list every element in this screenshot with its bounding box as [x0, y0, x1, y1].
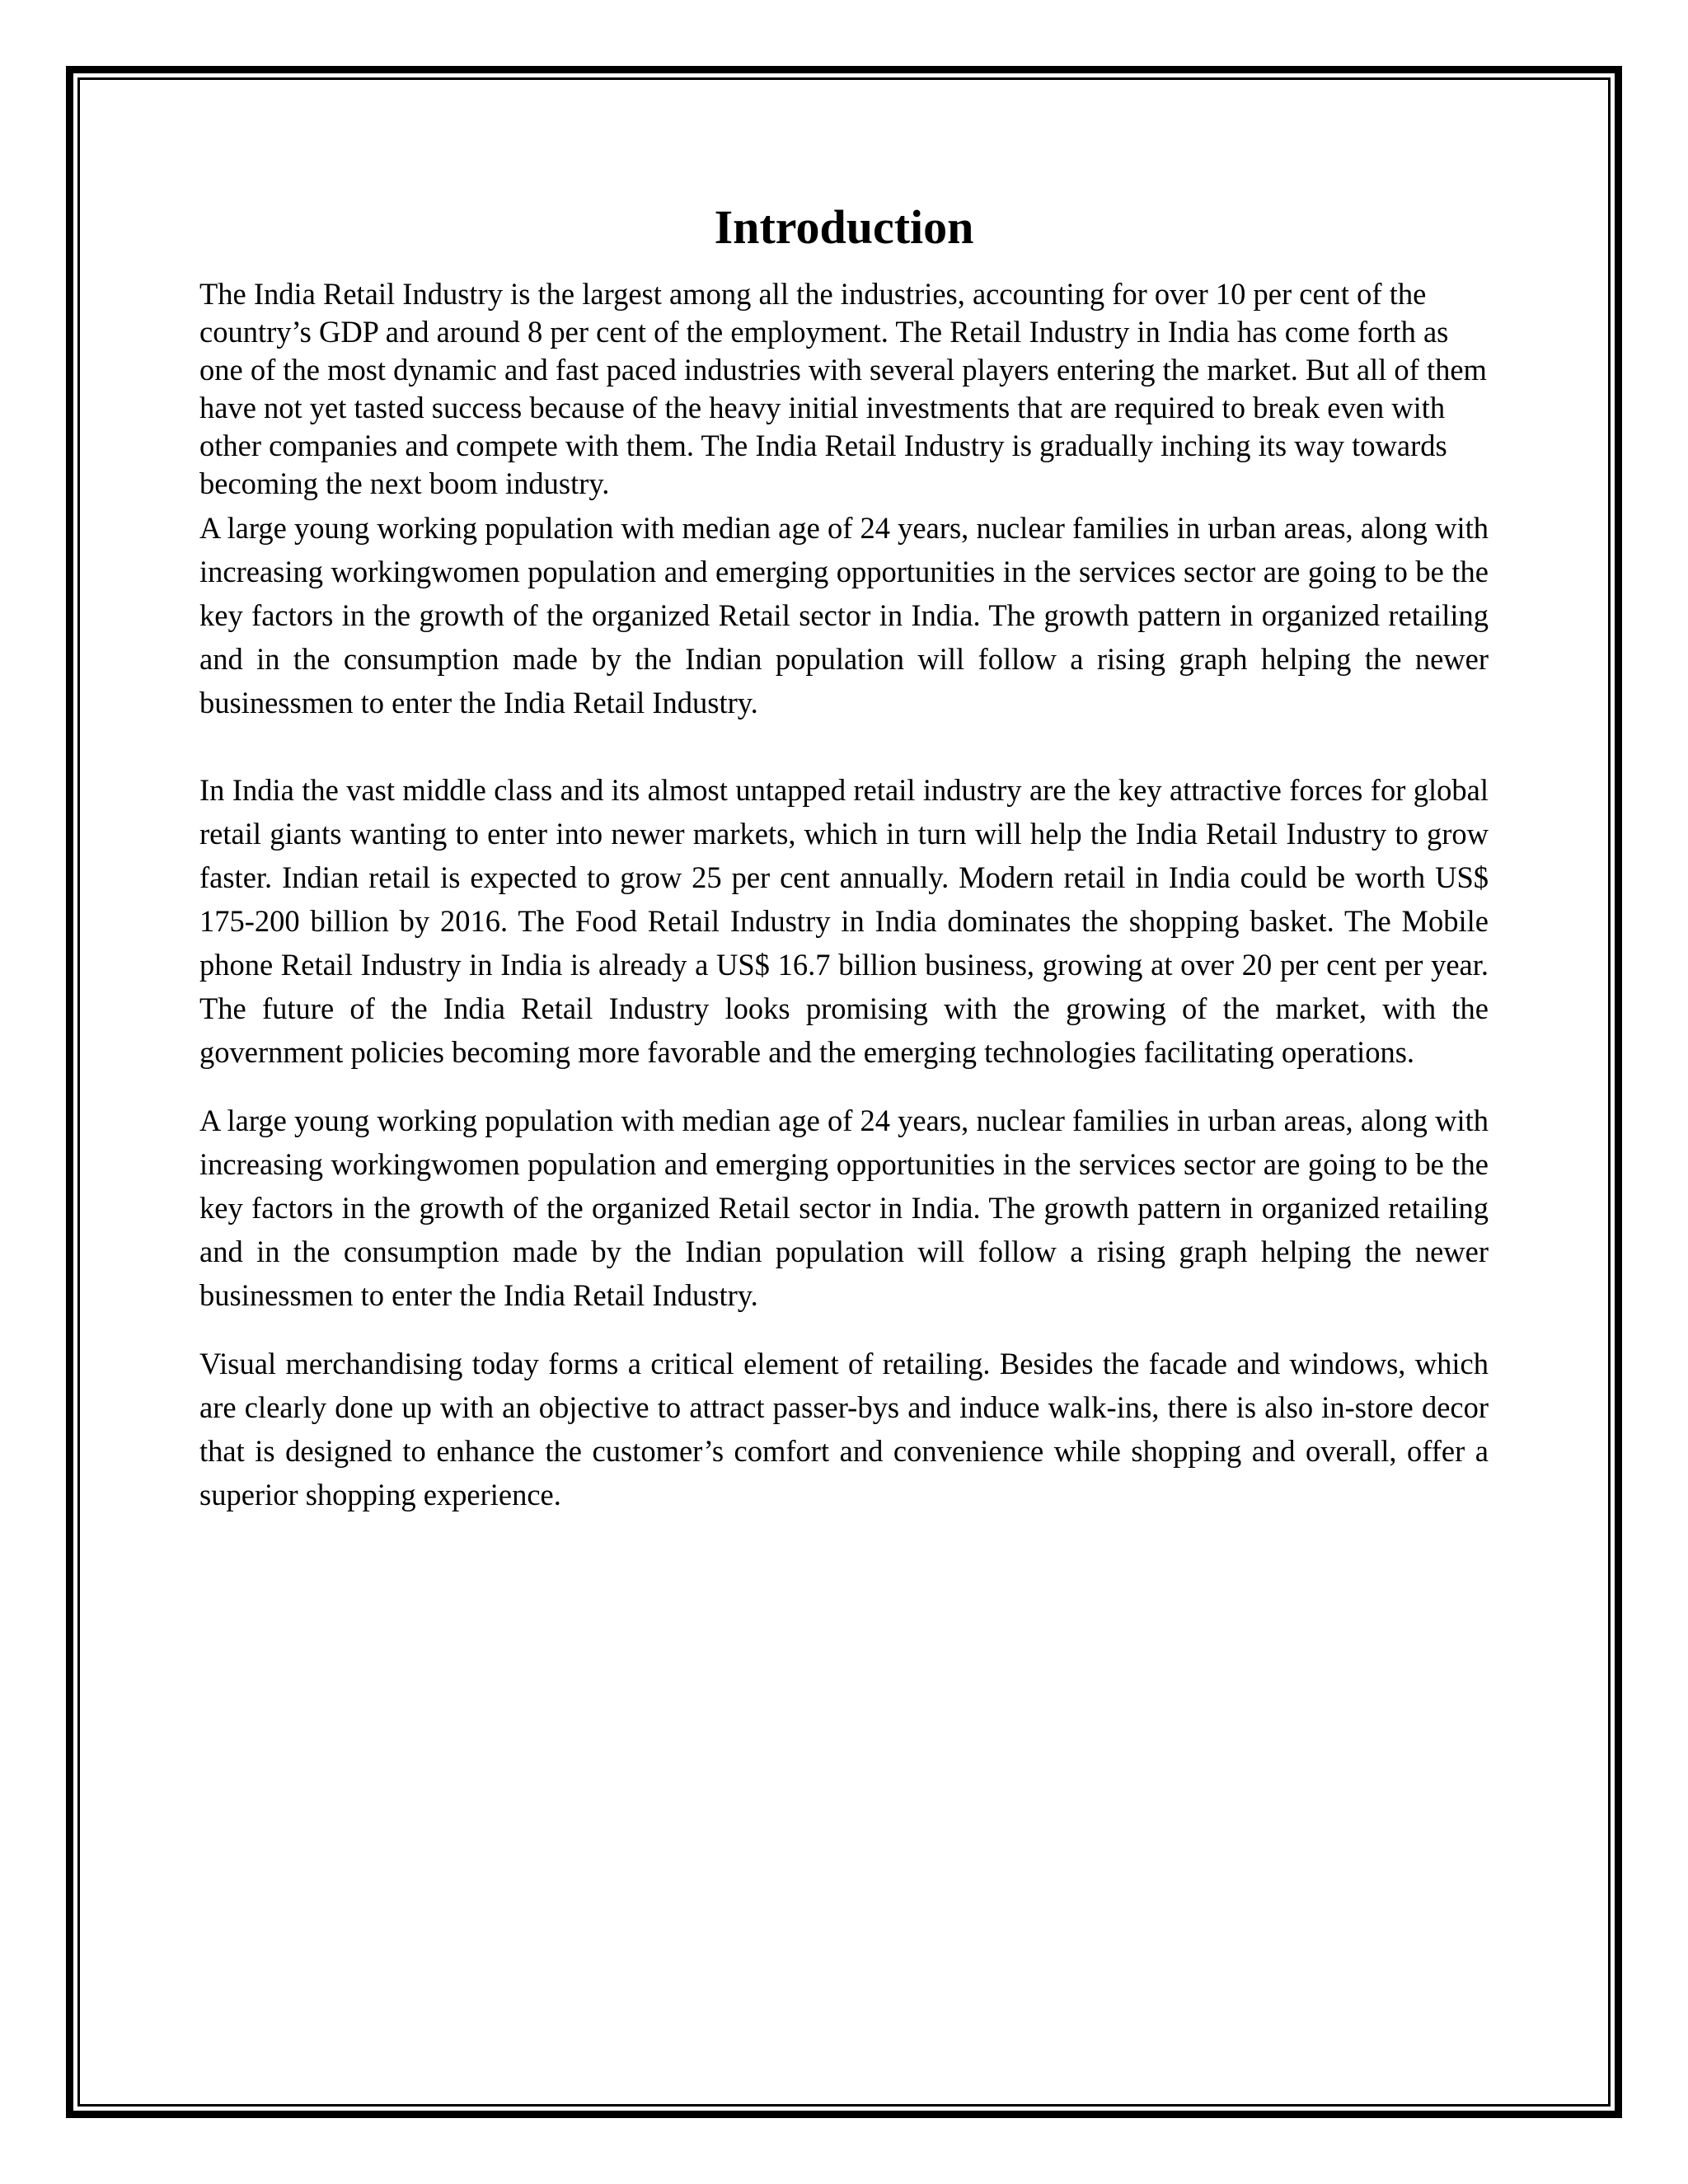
page-content [199, 194, 1489, 1516]
paragraph-population-factors: A large young working population with median age of 24 years, nuclear families in urban areas, along with increasing workingwomen population and emerging opportunities in the services sector are going to be the key factors in the growth of the organized Retail sector in India. The growth pattern in organized retailing and in the consumption made by the Indian population will follow a rising graph helping the newer businessmen to enter the India Retail Industry. [199, 511, 1489, 719]
paragraph-visual-merchandising: Visual merchandising today forms a critical element of retailing. Besides the facade and windows, which are clearly done up with an objective to attract passer-bys and induce walk-ins, there is also in-store decor that is designed to enhance the customer’s comfort and convenience while shopping and overall, offer a superior shopping experience. [199, 1347, 1489, 1511]
paragraph-retail-overview: The India Retail Industry is the largest among all the industries, accounting for over 10 per cent of the country’s GDP and around 8 per cent of the employment. The Retail Industry in India has come forth as one of the most dynamic and fast paced industries with several players entering the market. But all of them have not yet tasted success because of the heavy initial investments that are required to break even with other companies and compete with them. The India Retail Industry is gradually inching its way towards becoming the next boom industry. [199, 277, 1487, 500]
page-title: Introduction [714, 200, 974, 254]
paragraph-population-factors-repeat: A large young working population with median age of 24 years, nuclear families in urban areas, along with increasing workingwomen population and emerging opportunities in the services sector are going to be the key factors in the growth of the organized Retail sector in India. The growth pattern in organized retailing and in the consumption made by the Indian population will follow a rising graph helping the newer businessmen to enter the India Retail Industry. [199, 1104, 1489, 1312]
paragraph-middle-class: In India the vast middle class and its almost untapped retail industry are the key attractive forces for global retail giants wanting to enter into newer markets, which in turn will help the India Retail Industry to grow faster. Indian retail is expected to grow 25 per cent annually. Modern retail in India could be worth US$ 175-200 billion by 2016. The Food Retail Industry in India dominates the shopping basket. The Mobile phone Retail Industry in India is already a US$ 16.7 billion business, growing at over 20 per cent per year. The future of the India Retail Industry looks promising with the growing of the market, with the government policies becoming more favorable and the emerging technologies facilitating operations. [199, 773, 1489, 1069]
